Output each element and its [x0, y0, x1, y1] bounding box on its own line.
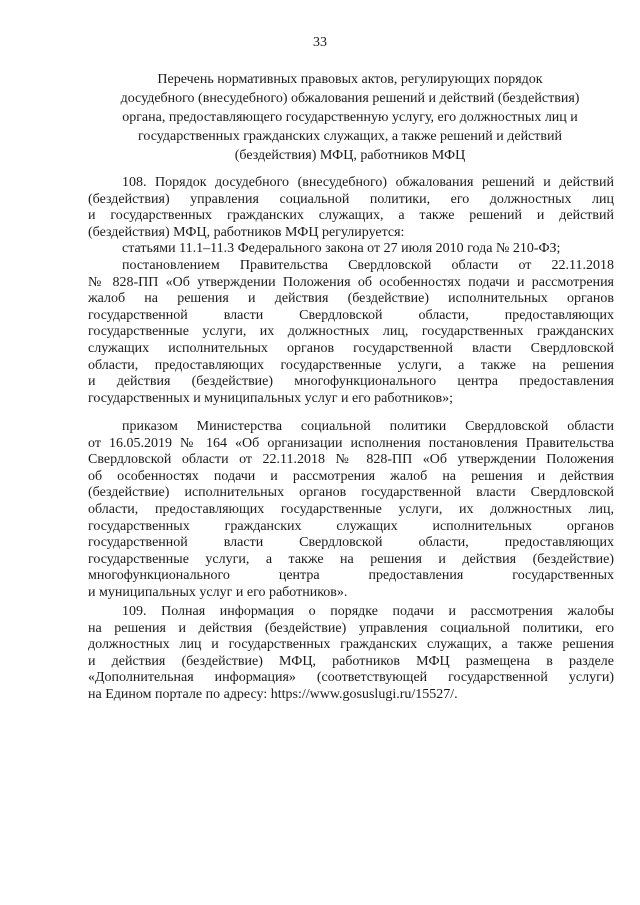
paragraph-line: государственные услуги, их должностных лиц, государственных гражданских	[88, 324, 614, 340]
page-number: 33	[313, 35, 327, 50]
paragraph-line: и действия (бездействие) МФЦ, работников МФЦ размещена в разделе	[88, 653, 614, 669]
paragraph-line: (бездействие) исполнительных органов государственной власти Свердловской	[88, 485, 614, 501]
paragraph-line: (бездействия) МФЦ, работников МФЦ регулируется:	[88, 224, 405, 240]
paragraph-line: государственной власти Свердловской области, предоставляющих	[88, 535, 614, 551]
paragraph-federal-law	[88, 241, 614, 258]
paragraph-government-resolution	[88, 258, 614, 407]
paragraph-line: жалоб на решения и действия (бездействие) исполнительных органов	[88, 291, 614, 307]
paragraph-line: от 16.05.2019 № 164 «Об организации исполнения постановления Правительства	[88, 435, 614, 451]
paragraph-line: служащих исполнительных органов государственной власти Свердловской	[88, 340, 614, 356]
paragraph-line: статьями 11.1–11.3 Федерального закона от 27 июля 2010 года № 210-ФЗ;	[122, 241, 561, 257]
paragraph-line: об особенностях подачи и рассмотрения жалоб на решения и действия	[88, 468, 614, 484]
heading-line: Перечень нормативных правовых актов, регулирующих порядок	[157, 72, 543, 87]
paragraph-ministry-order	[88, 419, 614, 602]
paragraph-line: государственных и муниципальных услуг и его работников»;	[88, 390, 453, 406]
paragraph-line: на решения и действия (бездействие) управления социальной политики, его	[88, 620, 614, 636]
paragraph-line: и действия (бездействие) многофункционального центра предоставления	[88, 374, 614, 390]
paragraph-line: области, предоставляющих государственные услуги, их должностных лиц,	[88, 501, 614, 517]
paragraph-line: многофункционального центра предоставления государственных	[88, 568, 614, 584]
paragraph-line: области, предоставляющих государственные услуги, а также на решения	[88, 357, 614, 373]
paragraph-line: 108. Порядок досудебного (внесудебного) обжалования решений и действий	[122, 175, 614, 190]
paragraph-109	[88, 604, 614, 704]
heading-line: (бездействия) МФЦ, работников МФЦ	[234, 148, 466, 163]
paragraph-line: «Дополнительная информация» (соответствующей государственной услуги)	[88, 670, 614, 686]
paragraph-line: № 828-ПП «Об утверждении Положения об особенностях подачи и рассмотрения	[88, 274, 614, 290]
paragraph-line: государственной власти Свердловской области, предоставляющих	[88, 307, 614, 323]
heading-line: органа, предоставляющего государственную услугу, его должностных лиц и	[122, 110, 578, 125]
paragraph-108	[88, 175, 614, 241]
paragraph-line: приказом Министерства социальной политики Свердловской области	[122, 419, 614, 434]
section-heading	[88, 70, 612, 165]
paragraph-line: государственных гражданских служащих исполнительных органов	[88, 518, 614, 534]
paragraph-line: Свердловской области от 22.11.2018 № 828-ПП «Об утверждении Положения	[88, 452, 614, 468]
paragraph-line: государственные услуги, а также на решения и действия (бездействие)	[88, 551, 614, 567]
paragraph-line: 109. Полная информация о порядке подачи и рассмотрения жалобы	[122, 604, 614, 619]
paragraph-line: постановлением Правительства Свердловской области от 22.11.2018	[122, 258, 614, 273]
paragraph-line: и государственных гражданских служащих, а также решений и действий	[88, 208, 614, 224]
paragraph-line: и муниципальных услуг и его работников».	[88, 584, 348, 600]
paragraph-line: (бездействия) управления социальной политики, его должностных лиц	[88, 191, 614, 207]
paragraph-line: должностных лиц и государственных гражданских служащих, а также решения	[88, 637, 614, 653]
heading-line: государственных гражданских служащих, а также решений и действий	[138, 129, 562, 144]
heading-line: досудебного (внесудебного) обжалования решений и действий (бездействия)	[120, 91, 580, 106]
paragraph-line: на Едином портале по адресу: https://www.gosuslugi.ru/15527/.	[88, 686, 458, 702]
